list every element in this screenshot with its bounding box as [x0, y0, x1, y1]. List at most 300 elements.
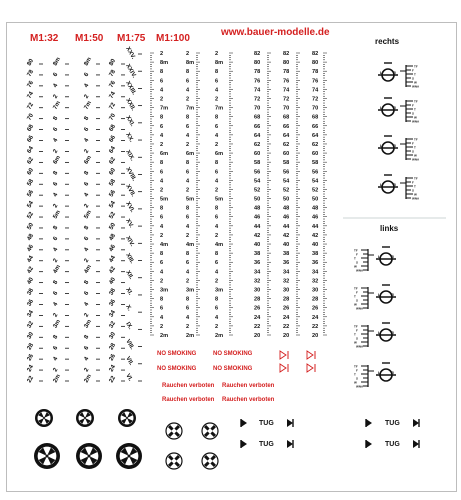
mcol-b-label: 6 [186, 169, 190, 176]
draft-col2-label: 4 [52, 356, 60, 363]
dec-b-label: 42 [283, 232, 290, 239]
draft-col4-label: 50 [108, 222, 118, 231]
mcol-a-label: 2 [160, 187, 164, 194]
dec-c-label: 58 [312, 160, 319, 167]
mcol-b-label: 3m [186, 287, 195, 294]
mcol-c-label: 6 [215, 123, 219, 130]
draft-col2-label: 6 [52, 290, 60, 297]
plimsoll-rechts-1-ladder-letter: T [414, 72, 416, 77]
mcol-a-label: 8 [160, 69, 164, 76]
draft-col3-label: 8m [83, 56, 94, 67]
draft-col1-label: 30 [26, 331, 36, 341]
tug-label-2: TUG [259, 441, 274, 448]
draft-col4-label: 22 [108, 375, 118, 384]
wheel-large-1-hub [45, 454, 48, 457]
draft-col1-label: 52 [26, 211, 36, 221]
mcol-c-label: 5m [215, 196, 224, 203]
plimsoll-rechts-1-disc-letter: R [393, 70, 396, 75]
draft-col4-label: 32 [108, 320, 118, 330]
draft-col4-label: 66 [108, 134, 118, 144]
mcol-a-label: 6 [160, 260, 164, 267]
dec-a-label: 44 [254, 223, 261, 230]
draft-col4-label: 76 [108, 80, 118, 89]
plimsoll-rechts-3-disc-letter: R [393, 143, 396, 148]
mcol-c-label: 4m [215, 242, 224, 249]
roman-label: XX. [124, 132, 135, 144]
draft-col4-label: 62 [108, 156, 118, 166]
mcol-a-label: 4 [160, 132, 164, 139]
mcol-a-label: 4 [160, 178, 164, 185]
draft-col1-label: 26 [26, 353, 36, 363]
plimsoll-rechts-3-ladder-letter: T [414, 145, 416, 150]
roman-label: XXI. [124, 114, 136, 128]
roman-label: XV. [124, 218, 135, 230]
mcol-b-label: 2 [186, 141, 190, 148]
no-smoking-sign-3: NO SMOKING [157, 366, 197, 372]
draft-col1-label: 22 [26, 375, 36, 384]
draft-col3-label: 2 [83, 203, 91, 210]
draft-col4-label: 34 [108, 309, 118, 319]
dec-c-label: 24 [312, 314, 319, 321]
draft-col1-label: 34 [26, 309, 36, 319]
mcol-c-label: 2 [215, 187, 219, 194]
mcol-c-label: 8 [215, 251, 219, 258]
cross-disc-3-arm [169, 462, 173, 466]
mcol-c-label: 4 [215, 178, 219, 185]
draft-col3-label: 4 [83, 356, 91, 363]
dec-b-label: 32 [283, 278, 290, 285]
dec-b-label: 22 [283, 323, 290, 330]
draft-col3-label: 4 [83, 301, 91, 308]
draft-col4-label: 46 [108, 244, 118, 253]
draft-col1-label: 48 [26, 233, 36, 242]
mcol-a-label: 6 [160, 169, 164, 176]
dec-c-label: 52 [312, 187, 319, 194]
plimsoll-rechts-3-ladder-letter: TF [414, 137, 418, 142]
plimsoll-links-4-ladder-letter: S [356, 376, 359, 381]
dec-c-label: 72 [312, 96, 319, 103]
mcol-a-label: 6 [160, 214, 164, 221]
dec-c-label: 38 [312, 251, 319, 258]
rauchen-sign-1: Rauchen verboten [162, 383, 215, 389]
dec-a-label: 36 [254, 260, 261, 267]
dec-b-label: 50 [283, 196, 290, 203]
mcol-c-label: 6 [215, 260, 219, 267]
draft-col3-label: 3m [83, 318, 94, 330]
draft-col1-label: 72 [26, 101, 36, 111]
roman-label: VIII. [124, 338, 135, 351]
draft-col2-label: 2 [52, 148, 60, 155]
dec-c-label: 54 [312, 178, 319, 185]
mcol-b-label: 2m [186, 333, 195, 339]
plimsoll-links-3-ladder-letter: WNA [356, 344, 364, 349]
draft-col2-label: 6 [52, 72, 60, 78]
dec-b-label: 66 [283, 123, 290, 130]
plimsoll-links-4-disc-letter: L [378, 370, 381, 375]
plimsoll-links-1-disc-letter: R [391, 254, 394, 259]
draft-col4-label: 48 [108, 233, 118, 242]
mcol-c-label: 6 [215, 78, 219, 85]
plimsoll-rechts-1-ladder-letter: F [412, 68, 414, 73]
draft-col3-label: 8 [83, 170, 91, 177]
plimsoll-rechts-3-ladder-letter: WNA [412, 157, 420, 162]
mcol-a-label: 6m [160, 151, 169, 158]
draft-col3-label: 2m [83, 373, 94, 384]
dec-a-label: 26 [254, 305, 261, 312]
draft-col4-label: 52 [108, 211, 118, 221]
roman-label: X. [124, 304, 133, 313]
mcol-a-label: 5m [160, 196, 169, 203]
plimsoll-links-4-ladder-letter: F [356, 368, 358, 373]
draft-col2-label: 5m [52, 209, 63, 221]
roman-label: XVI. [124, 200, 136, 214]
mcol-b-label: 4 [186, 223, 190, 230]
mcol-a-label: 2 [160, 278, 164, 285]
draft-col4-label: 68 [108, 123, 118, 133]
mcol-c-label: 4 [215, 87, 219, 94]
plimsoll-rechts-2-ladder-letter: W [414, 115, 417, 120]
mcol-b-label: 7m [186, 105, 195, 112]
draft-col3-label: 6 [83, 345, 91, 352]
website-label: www.bauer-modelle.de [221, 27, 330, 38]
plimsoll-links-2-ladder-letter: WNA [356, 306, 364, 311]
scale-label-1-75: M1:75 [117, 33, 146, 44]
draft-col4-label: 74 [108, 91, 118, 100]
mcol-b-label: 8 [186, 114, 190, 121]
dec-b-label: 72 [283, 96, 290, 103]
tug-pointers-3-right [413, 419, 419, 427]
mcol-c-label: 8 [215, 205, 219, 212]
dec-a-label: 40 [254, 242, 261, 249]
dec-b-label: 34 [283, 269, 290, 276]
draft-col4-label: 60 [108, 167, 118, 177]
draft-col1-label: 24 [26, 364, 36, 374]
mcol-b-label: 4 [186, 132, 190, 139]
mcol-a-label: 2 [160, 232, 164, 239]
draft-col2-label: 6 [52, 345, 60, 352]
mcol-c-label: 6 [215, 169, 219, 176]
draft-col3-label: 2 [83, 312, 91, 319]
wheel-small-1-hub [43, 417, 45, 419]
mcol-a-label: 2 [160, 323, 164, 330]
dec-a-label: 68 [254, 114, 261, 121]
mcol-b-label: 6 [186, 305, 190, 312]
mcol-a-label: 6 [160, 123, 164, 130]
dec-b-label: 26 [283, 305, 290, 312]
roman-label: XII. [124, 269, 134, 281]
draft-col2-label: 4 [52, 137, 60, 144]
roman-label: VII. [124, 355, 134, 367]
mcol-b-label: 2 [186, 323, 190, 330]
dec-b-label: 80 [283, 60, 290, 67]
mcol-a-label: 8 [160, 160, 164, 167]
roman-label: XXIII. [124, 80, 137, 97]
dec-c-label: 74 [312, 87, 319, 94]
mcol-a-label: 2m [160, 333, 169, 339]
draft-col2-label: 6 [52, 126, 60, 133]
mcol-b-label: 2 [186, 187, 190, 194]
dec-c-label: 36 [312, 260, 319, 267]
no-smoking-sign-4: NO SMOKING [213, 366, 253, 372]
draft-col3-label: 8 [83, 225, 91, 231]
plimsoll-rechts-3-ladder-letter: W [414, 153, 417, 158]
draft-col1-label: 28 [26, 342, 36, 352]
mcol-b-label: 6 [186, 78, 190, 85]
dec-a-label: 70 [254, 105, 261, 112]
cross-disc-2-arm [205, 426, 209, 430]
tug-pointers-1-right [287, 419, 293, 427]
roman-label: XIV. [124, 235, 135, 248]
plimsoll-rechts-2-ladder-letter: TF [414, 99, 418, 104]
plimsoll-links-2-ladder-letter: TF [354, 286, 358, 291]
cross-disc-4 [202, 453, 218, 469]
dec-c-label: 62 [312, 141, 319, 148]
dec-a-label: 62 [254, 141, 261, 148]
mcol-b-label: 2 [186, 232, 190, 239]
mcol-c-label: 4 [215, 269, 219, 276]
draft-col1-label: 68 [26, 123, 36, 133]
cross-disc-3-arm [169, 456, 173, 460]
dec-b-label: 52 [283, 187, 290, 194]
draft-col1-label: 62 [26, 156, 36, 166]
roman-label: VI. [124, 373, 134, 383]
draft-col3-label: 2 [83, 93, 91, 100]
dec-a-label: 58 [254, 160, 261, 167]
mcol-a-label: 2 [160, 96, 164, 103]
mcol-c-label: 8 [215, 114, 219, 121]
mcol-c-label: 2m [215, 333, 224, 339]
dec-c-label: 48 [312, 205, 319, 212]
plimsoll-rechts-4-ladder-letter: WNA [412, 196, 420, 201]
wheel-small-2-hub [84, 417, 86, 419]
dec-b-label: 30 [283, 287, 290, 294]
plimsoll-links-2-ladder-letter: F [356, 290, 358, 295]
rechts-title: rechts [375, 37, 400, 46]
dec-c-label: 42 [312, 232, 319, 239]
tug-label-3: TUG [385, 420, 400, 427]
draft-col1-label: 32 [26, 320, 36, 330]
cross-disc-1-arm [169, 432, 173, 436]
plimsoll-links-3-ladder-letter: T [354, 332, 356, 337]
links-title: links [380, 224, 399, 233]
draft-col2-label: 8 [52, 225, 60, 231]
mcol-b-label: 8 [186, 296, 190, 303]
draft-col2-label: 7m [52, 100, 63, 111]
plimsoll-rechts-4-ladder-letter: S [412, 188, 415, 193]
plimsoll-links-3-disc-letter: L [378, 330, 381, 335]
dec-c-label: 46 [312, 214, 319, 221]
mcol-b-label: 8 [186, 251, 190, 258]
draft-col3-label: 2 [83, 257, 91, 264]
draft-col1-label: 58 [26, 178, 36, 188]
tug-label-4: TUG [385, 441, 400, 448]
plimsoll-rechts-1-disc-letter: L [380, 70, 383, 75]
mcol-b-label: 6 [186, 123, 190, 130]
arrow-marker-3 [280, 364, 286, 372]
plimsoll-links-1-ladder-letter: TF [354, 248, 358, 253]
cross-disc-1 [166, 423, 182, 439]
dec-a-label: 30 [254, 287, 261, 294]
draft-col3-label: 4 [83, 192, 91, 199]
dec-a-label: 48 [254, 205, 261, 212]
plimsoll-links-2-ladder-letter: T [354, 294, 356, 299]
plimsoll-links-2-disc-letter: R [391, 292, 394, 297]
draft-col2-label: 6 [52, 181, 60, 188]
arrow-marker-1 [280, 351, 286, 359]
draft-col2-label: 2 [52, 367, 60, 374]
dec-b-label: 28 [283, 296, 290, 303]
draft-col2-label: 4 [52, 246, 60, 253]
mcol-a-label: 6 [160, 305, 164, 312]
plimsoll-links-3-ladder-letter: F [356, 328, 358, 333]
draft-col1-label: 40 [26, 276, 36, 286]
draft-col1-label: 64 [26, 145, 36, 155]
cross-disc-2-arm [211, 426, 215, 430]
draft-col1-label: 46 [26, 244, 36, 253]
plimsoll-rechts-4-ladder-letter: W [414, 192, 417, 197]
mcol-a-label: 8 [160, 114, 164, 121]
draft-col4-label: 54 [108, 200, 118, 210]
mcol-c-label: 2 [215, 51, 219, 57]
draft-col2-label: 8 [52, 279, 60, 286]
dec-b-label: 38 [283, 251, 290, 258]
draft-col2-label: 8 [52, 334, 60, 341]
roman-label: XIX. [124, 149, 136, 163]
dec-a-label: 52 [254, 187, 261, 194]
dec-c-label: 26 [312, 305, 319, 312]
dec-a-label: 34 [254, 269, 261, 276]
dec-b-label: 70 [283, 105, 290, 112]
mcol-a-label: 4 [160, 223, 164, 230]
plimsoll-rechts-4-ladder-letter: F [412, 180, 414, 185]
draft-col1-label: 44 [26, 254, 36, 264]
draft-col4-label: 64 [108, 145, 118, 155]
draft-col3-label: 4m [83, 264, 94, 275]
plimsoll-links-1-ladder-letter: W [354, 264, 357, 269]
wheel-large-3-hub [127, 454, 130, 457]
mcol-b-label: 4 [186, 178, 190, 185]
plimsoll-rechts-3-disc-letter: L [380, 143, 383, 148]
mcol-c-label: 6 [215, 305, 219, 312]
plimsoll-rechts-2-ladder-letter: S [412, 111, 415, 116]
plimsoll-rechts-2-ladder-letter: F [412, 103, 414, 108]
mcol-a-label: 2 [160, 141, 164, 148]
draft-col1-label: 54 [26, 200, 36, 210]
dec-b-label: 58 [283, 160, 290, 167]
dec-a-label: 22 [254, 323, 261, 330]
rauchen-sign-3: Rauchen verboten [162, 397, 215, 403]
draft-col2-label: 2m [52, 373, 63, 384]
dec-a-label: 82 [254, 51, 261, 57]
dec-a-label: 74 [254, 87, 261, 94]
roman-label: XVIII. [124, 166, 137, 183]
cross-disc-4-arm [211, 456, 215, 460]
plimsoll-rechts-2-disc-letter: L [380, 105, 383, 110]
arrow-marker-4 [307, 364, 313, 372]
draft-col3-label: 5m [83, 209, 94, 221]
tug-pointers-4-left [366, 440, 372, 448]
cross-disc-1-arm [175, 432, 179, 436]
dec-c-label: 44 [312, 223, 319, 230]
draft-col2-label: 6 [52, 236, 60, 242]
dec-c-label: 70 [312, 105, 319, 112]
plimsoll-rechts-2-disc-letter: R [393, 105, 396, 110]
mcol-b-label: 4m [186, 242, 195, 249]
dec-a-label: 54 [254, 178, 261, 185]
plimsoll-links-1-ladder-letter: T [354, 256, 356, 261]
mcol-b-label: 2 [186, 51, 190, 57]
mcol-a-label: 3m [160, 287, 169, 294]
dec-a-label: 56 [254, 169, 261, 176]
plimsoll-rechts-1-ladder-letter: WNA [412, 84, 420, 89]
dec-a-label: 60 [254, 151, 261, 158]
dec-a-label: 32 [254, 278, 261, 285]
dec-a-label: 46 [254, 214, 261, 221]
draft-col2-label: 4 [52, 301, 60, 308]
plimsoll-links-2-ladder-letter: S [356, 298, 359, 303]
dec-b-label: 64 [283, 132, 290, 139]
mcol-c-label: 8 [215, 160, 219, 167]
mcol-c-label: 8 [215, 296, 219, 303]
mcol-a-label: 7m [160, 105, 169, 112]
dec-c-label: 68 [312, 114, 319, 121]
draft-col3-label: 8 [83, 279, 91, 286]
plimsoll-links-3-ladder-letter: W [354, 340, 357, 345]
mcol-b-label: 4 [186, 87, 190, 94]
mcol-a-label: 4 [160, 87, 164, 94]
cross-disc-4-arm [205, 456, 209, 460]
mcol-b-label: 8 [186, 69, 190, 76]
mcol-c-label: 2 [215, 232, 219, 239]
dec-c-label: 34 [312, 269, 319, 276]
draft-col4-label: 58 [108, 178, 118, 188]
dec-c-label: 78 [312, 69, 319, 76]
dec-a-label: 42 [254, 232, 261, 239]
roman-label: XXV. [124, 46, 137, 61]
draft-col3-label: 6 [83, 181, 91, 188]
no-smoking-sign-2: NO SMOKING [213, 351, 253, 357]
dec-a-label: 50 [254, 196, 261, 203]
dec-b-label: 68 [283, 114, 290, 121]
mcol-b-label: 4 [186, 314, 190, 321]
cross-disc-4-arm [205, 462, 209, 466]
dec-b-label: 40 [283, 242, 290, 249]
dec-c-label: 82 [312, 51, 319, 57]
draft-col4-label: 42 [108, 265, 118, 275]
draft-col1-label: 80 [26, 58, 36, 67]
cross-disc-2-arm [211, 432, 215, 436]
draft-col4-label: 26 [108, 353, 118, 363]
draft-col4-label: 72 [108, 101, 118, 111]
mcol-b-label: 4 [186, 269, 190, 276]
plimsoll-rechts-2-ladder-letter: WNA [412, 119, 420, 124]
dec-b-label: 62 [283, 141, 290, 148]
draft-col2-label: 4m [52, 264, 63, 275]
cross-disc-2-arm [205, 432, 209, 436]
mcol-c-label: 8m [215, 60, 224, 67]
dec-b-label: 56 [283, 169, 290, 176]
mcol-c-label: 2 [215, 323, 219, 330]
arrow-marker-2 [307, 351, 313, 359]
dec-c-label: 32 [312, 278, 319, 285]
dec-b-label: 44 [283, 223, 290, 230]
plimsoll-rechts-3-ladder-letter: F [412, 141, 414, 146]
draft-col2-label: 4 [52, 192, 60, 199]
dec-c-label: 76 [312, 78, 319, 85]
plimsoll-links-4-disc-letter: R [391, 370, 394, 375]
mcol-b-label: 2 [186, 278, 190, 285]
wheel-small-3-hub [126, 417, 128, 419]
